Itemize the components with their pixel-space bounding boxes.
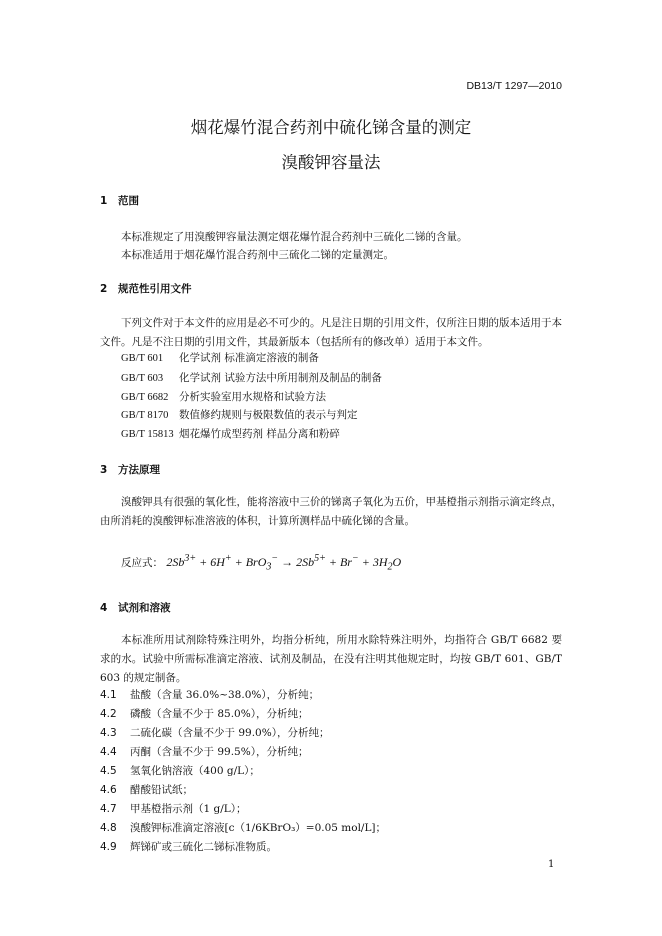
- reaction-equation: [121, 553, 401, 572]
- section-number: 1: [100, 195, 108, 207]
- equation-formula: $2Sb^{3+} + 6H^+ + BrO_3^- \to 2Sb^{5+} + Br^- + 3H_2O$: [166, 553, 402, 573]
- item-text: 辉锑矿或三硫化二锑标准物质。: [130, 841, 277, 853]
- reagent-item: [100, 744, 308, 759]
- reference-item: [121, 407, 358, 422]
- reagent-item: [100, 725, 329, 740]
- section-title: 方法原理: [118, 464, 160, 476]
- reference-text: 烟花爆竹成型药剂 样品分离和粉碎: [179, 428, 340, 440]
- reference-text: 化学试剂 标准滴定溶液的制备: [179, 352, 319, 364]
- item-text: 溴酸钾标准滴定溶液[c（1/6KBrO₃）=0.05 mol/L]；: [130, 822, 387, 834]
- section-heading-principle: [100, 462, 160, 477]
- item-text: 二硫化碳（含量不少于 99.0%），分析纯；: [130, 727, 330, 739]
- reference-text: 分析实验室用水规格和试验方法: [179, 391, 326, 403]
- reference-code: GB/T 601: [121, 353, 164, 364]
- item-number: 4.7: [100, 803, 117, 815]
- reference-code: GB/T 8170: [121, 410, 169, 421]
- reference-item: [121, 370, 382, 385]
- item-text: 醋酸铅试纸；: [130, 784, 193, 796]
- item-number: 4.2: [100, 708, 117, 720]
- item-number: 4.5: [100, 765, 117, 777]
- item-number: 4.9: [100, 841, 117, 853]
- page-number: 1: [548, 859, 555, 870]
- section-number: 4: [100, 602, 108, 614]
- principle-paragraph: 溴酸钾具有很强的氧化性，能将溶液中三价的锑离子氧化为五价，甲基橙指示剂指示滴定终点，由所消耗的溴酸钾标准溶液的体积，计算所测样品中硫化锑的含量。: [100, 496, 562, 527]
- reference-text: 化学试剂 试验方法中所用制剂及制品的制备: [179, 372, 382, 384]
- item-text: 盐酸（含量 36.0%~38.0%），分析纯；: [130, 689, 320, 701]
- section-heading-scope: [100, 193, 139, 208]
- section-title: 范围: [118, 195, 139, 207]
- reagent-item: [100, 839, 277, 854]
- reference-code: GB/T 6682: [121, 392, 169, 403]
- reference-text: 数值修约规则与极限数值的表示与判定: [179, 409, 358, 421]
- scope-paragraph-2: 本标准适用于烟花爆竹混合药剂中三硫化二锑的定量测定。: [121, 249, 394, 261]
- section-heading-reagents: [100, 600, 171, 615]
- item-number: 4.8: [100, 822, 117, 834]
- item-number: 4.4: [100, 746, 117, 758]
- reference-code: GB/T 15813: [121, 429, 174, 440]
- scope-paragraph-1: 本标准规定了用溴酸钾容量法测定烟花爆竹混合药剂中三硫化二锑的含量。: [121, 231, 468, 243]
- item-text: 氢氧化钠溶液（400 g/L）；: [130, 765, 260, 777]
- item-number: 4.3: [100, 727, 117, 739]
- item-number: 4.6: [100, 784, 117, 796]
- reagent-item: [100, 801, 247, 816]
- standard-code: DB13/T 1297—2010: [466, 80, 562, 92]
- section-heading-references: [100, 281, 192, 296]
- section-number: 3: [100, 464, 108, 476]
- section-title: 试剂和溶液: [118, 602, 171, 614]
- section-title: 规范性引用文件: [118, 283, 192, 295]
- item-text: 丙酮（含量不少于 99.5%），分析纯；: [130, 746, 309, 758]
- document-subtitle: 溴酸钾容量法: [281, 153, 381, 172]
- item-text: 甲基橙指示剂（1 g/L）；: [130, 803, 247, 815]
- reagent-item: [100, 706, 308, 721]
- section-number: 2: [100, 283, 108, 295]
- reagents-paragraph: 本标准所用试剂除特殊注明外，均指分析纯，所用水除特殊注明外，均指符合 GB/T 6682 要求的水。试验中所需标准滴定溶液、试剂及制品，在没有注明其他规定时，均按 GB/T 601、GB/T 603 的规定制备。: [100, 634, 562, 684]
- item-text: 磷酸（含量不少于 85.0%），分析纯；: [130, 708, 309, 720]
- reference-code: GB/T 603: [121, 373, 164, 384]
- reference-item: [121, 389, 326, 404]
- reagent-item: [100, 820, 386, 835]
- equation-label: 反应式：: [121, 557, 163, 569]
- reference-item: [121, 350, 319, 365]
- document-title: 烟花爆竹混合药剂中硫化锑含量的测定: [190, 118, 472, 137]
- reagent-item: [100, 687, 319, 702]
- reagent-item: [100, 782, 193, 797]
- reference-item: [121, 426, 340, 441]
- references-intro: 下列文件对于本文件的应用是必不可少的。凡是注日期的引用文件，仅所注日期的版本适用于本文件。凡是不注日期的引用文件，其最新版本（包括所有的修改单）适用于本文件。: [100, 317, 562, 348]
- reagent-item: [100, 763, 260, 778]
- item-number: 4.1: [100, 689, 117, 701]
